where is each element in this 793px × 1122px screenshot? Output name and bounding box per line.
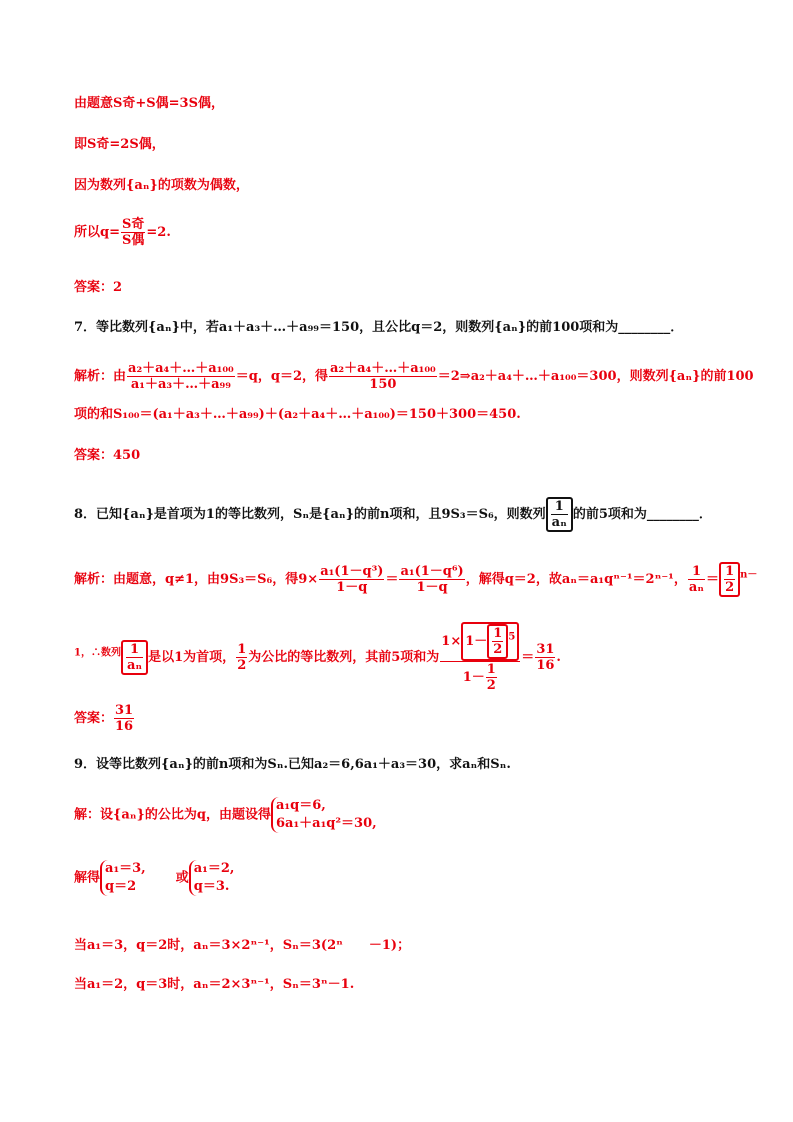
q8-s1-f4-denominator: 2	[725, 580, 735, 595]
ratio-denominator: S偶	[121, 233, 145, 248]
q7-solution-line-1	[74, 361, 754, 392]
q8-s2-big-num-prefix: 1×	[441, 634, 462, 649]
q8-solution-line-2	[74, 622, 561, 693]
question-9: 9．设等比数列{aₙ}的前n项和为Sₙ.已知a₂＝6,6a₁＋a₃＝30，求aₙ和Sₙ.	[74, 757, 511, 772]
q7-frac2-numerator: a₂＋a₄＋…＋a₁₀₀	[330, 361, 436, 376]
q7-frac2-denominator: 150	[369, 377, 397, 392]
q7-fraction-1	[127, 361, 235, 392]
q8-s1-f1-denominator: 1－q	[336, 580, 368, 595]
q8-s2-inner-exponent: 5	[508, 631, 516, 643]
q8-s2-prefix: 1，∴数列	[74, 647, 121, 659]
q7-solution-mid: ＝q，q＝2，得	[235, 369, 328, 384]
q8-s2-result-denominator: 16	[536, 658, 555, 673]
q7-solution-label: 解析：由	[74, 369, 127, 384]
q8-s2-den-fraction	[486, 662, 497, 693]
q8-s1-prefix: 解析：由题意，q≠1，由9S₃＝S₆，得9×	[74, 572, 319, 587]
q8-s1-f1-numerator: a₁(1－q³)	[320, 564, 384, 579]
q8-s1-fraction-1	[319, 564, 384, 595]
q8-s2-equals: ＝	[521, 650, 535, 665]
q9-solution-line-2	[74, 860, 234, 896]
q9-solution-system-a	[100, 860, 146, 896]
q8-s2-inner-fraction	[492, 626, 503, 657]
q8-s2-fraction-1	[126, 642, 143, 673]
q8-reciprocal-denominator: aₙ	[551, 515, 567, 530]
prev-answer	[74, 280, 122, 296]
q7-frac1-numerator: a₂＋a₄＋…＋a₁₀₀	[128, 361, 234, 376]
q7-solution-end: ＝2⇒a₂＋a₄＋…＋a₁₀₀＝300，则数列{aₙ}的前100	[437, 369, 754, 384]
answer-denominator: 16	[115, 719, 134, 734]
q8-s2-result-numerator: 31	[536, 642, 555, 657]
q8-s2-f1-numerator: 1	[126, 642, 143, 658]
answer-fraction	[114, 703, 134, 734]
prev-solution-line-1: 由题意S奇+S偶=3S偶，	[74, 96, 224, 111]
q9-s1-prefix: 解：设{aₙ}的公比为q，由题设得	[74, 807, 271, 823]
ratio-prefix: 所以q=	[74, 225, 120, 240]
q8-s1-equals-2: ＝	[706, 572, 720, 587]
prev-solution-line-4	[74, 217, 171, 248]
q9-system-a-eq-2: q＝2	[105, 879, 137, 894]
q8-s1-f3-numerator: 1	[688, 564, 705, 580]
q8-s2-den-denominator: 2	[486, 678, 496, 693]
q8-s2-f2-denominator: 2	[237, 658, 247, 673]
q9-solution-system-b	[189, 860, 235, 896]
q8-s2-mid-2: 为公比的等比数列，其前5项和为	[248, 650, 440, 665]
q8-s1-bracket	[719, 562, 740, 597]
question-7: 7．等比数列{aₙ}中，若a₁＋a₃＋…＋a₉₉＝150，且公比q＝2，则数列{aₙ}的前100项和为________．	[74, 320, 684, 335]
q7-answer	[74, 448, 140, 464]
answer-label: 答案：	[74, 280, 114, 295]
q8-s1-fraction-2	[399, 564, 464, 595]
q9-or: 或	[175, 870, 189, 886]
q8-reciprocal-numerator: 1	[551, 499, 568, 515]
q8-s2-inner-bracket	[487, 624, 508, 659]
answer-value: 2	[113, 280, 123, 295]
q9-solution-line-4: 当a₁＝2，q＝3时，aₙ＝2×3ⁿ⁻¹，Sₙ＝3ⁿ－1.	[74, 977, 355, 992]
question-8	[74, 497, 712, 532]
q8-solution-line-1	[74, 562, 757, 597]
q8-s2-big-bracket	[461, 622, 519, 661]
answer-label: 答案：	[74, 448, 114, 463]
q8-s2-big-inner-prefix: 1－	[465, 634, 488, 649]
q8-s2-f1-denominator: aₙ	[126, 658, 143, 673]
q8-s2-result-fraction	[535, 642, 555, 673]
ratio-suffix: =2.	[146, 225, 171, 240]
q8-s1-exponent: n－	[740, 569, 758, 581]
q8-answer	[74, 703, 135, 734]
q8-s1-f4-numerator: 1	[725, 564, 735, 579]
q8-sequence-bracket	[546, 497, 573, 532]
q8-reciprocal-fraction	[551, 499, 568, 530]
q8-s2-bracket	[121, 640, 148, 675]
q8-s2-fraction-2	[236, 642, 247, 673]
q8-s2-mid-1: 是以1为首项，	[148, 650, 236, 665]
q8-question-prefix: 8．已知{aₙ}是首项为1的等比数列，Sₙ是{aₙ}的前n项和，且9S₃＝S₆，则数列	[74, 507, 546, 522]
q8-s1-f2-denominator: 1－q	[416, 580, 448, 595]
q8-s1-f3-denominator: aₙ	[688, 580, 705, 595]
answer-numerator: 31	[115, 703, 134, 718]
q9-system-eq-2: 6a₁＋a₁q²＝30,	[275, 816, 377, 831]
q7-fraction-2	[329, 361, 437, 392]
q8-s2-end: .	[556, 650, 561, 665]
q8-s2-inner-numerator: 1	[493, 626, 503, 641]
q8-s2-big-denominator	[440, 662, 520, 693]
q8-s1-equals: ＝	[385, 572, 399, 587]
ratio-numerator: S奇	[121, 217, 145, 232]
q8-s2-f2-numerator: 1	[237, 642, 247, 657]
answer-value: 450	[113, 448, 141, 463]
q7-frac1-denominator: a₁＋a₃＋…＋a₉₉	[130, 377, 231, 392]
q8-s1-fraction-4	[724, 564, 735, 595]
q8-question-suffix: 的前5项和为________．	[572, 507, 712, 522]
q8-s2-big-fraction	[440, 622, 520, 693]
q8-s1-f2-numerator: a₁(1－q⁶)	[400, 564, 464, 579]
q9-system-a-eq-1: a₁＝3,	[105, 861, 146, 876]
q8-s1-mid: ，解得q＝2，故aₙ＝a₁qⁿ⁻¹＝2ⁿ⁻¹，	[465, 572, 687, 587]
q8-s2-den-numerator: 1	[486, 662, 496, 677]
q9-solution-line-3: 当a₁＝3，q＝2时，aₙ＝3×2ⁿ⁻¹，Sₙ＝3(2ⁿ －1)；	[74, 938, 411, 953]
prev-solution-line-2: 即S奇=2S偶，	[74, 137, 165, 152]
ratio-fraction	[121, 217, 145, 248]
q8-s1-fraction-3	[688, 564, 705, 595]
q9-solution-line-1	[74, 797, 377, 833]
q9-system-eq-1: a₁q＝6,	[275, 798, 326, 813]
q9-system-b-eq-2: q＝3.	[193, 879, 230, 894]
q9-s2-prefix: 解得	[74, 870, 101, 886]
q7-solution-line-2: 项的和S₁₀₀＝(a₁＋a₃＋…＋a₉₉)＋(a₂＋a₄＋…＋a₁₀₀)＝150＋300＝450.	[74, 407, 521, 422]
q8-s2-inner-denominator: 2	[493, 642, 503, 657]
q9-system-b-eq-1: a₁＝2,	[193, 861, 235, 876]
q8-s2-big-numerator	[440, 622, 520, 662]
q8-s2-big-den-prefix: 1－	[462, 670, 485, 685]
answer-label: 答案：	[74, 711, 114, 726]
q9-equation-system	[271, 797, 377, 833]
prev-solution-line-3: 因为数列{aₙ}的项数为偶数，	[74, 178, 249, 193]
